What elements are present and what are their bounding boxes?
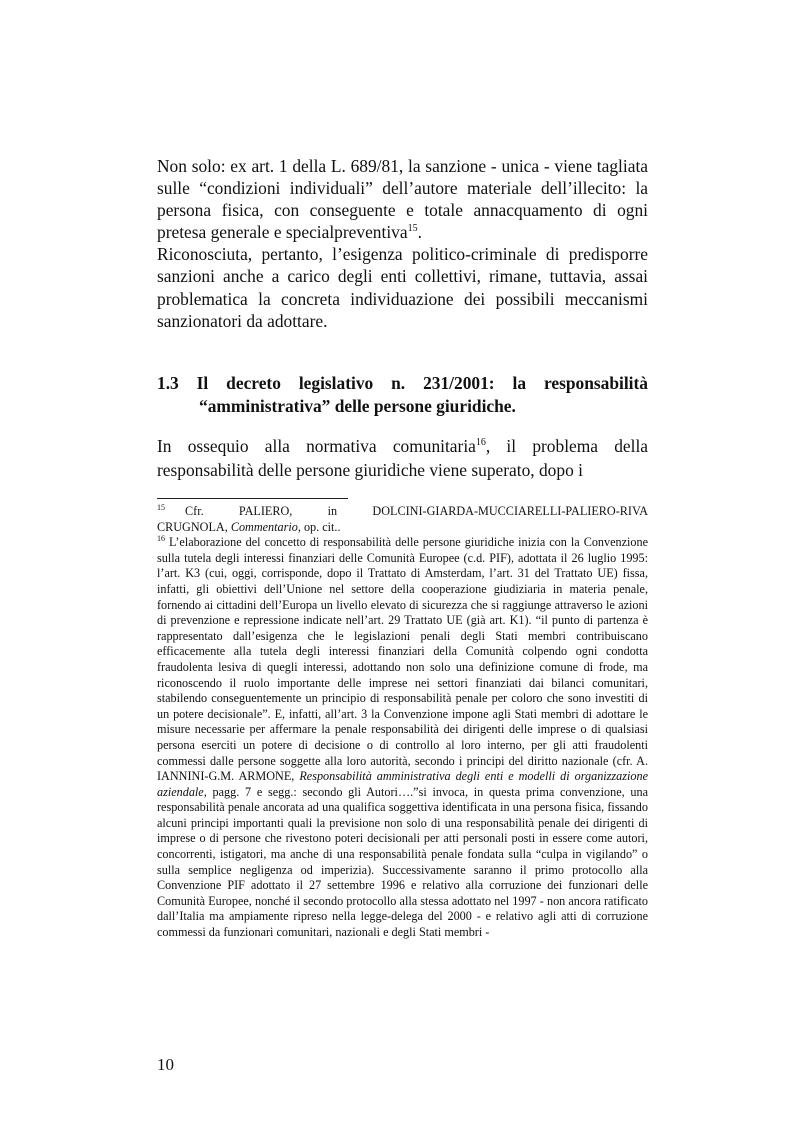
intro-paragraph: In ossequio alla normativa comunitaria$^{16}$, il problema della responsabilità delle persone giuridiche viene superato, dopo i (157, 436, 648, 480)
footnote-16: $^{16}$ L’elaborazione del concetto di responsabilità delle persone giuridiche inizia con la Convenzione sulla tutela degli interessi finanziari delle Comunità Europee (c.d. PIF), adottata il 26 luglio 1995: l’art. K3 (cui, oggi, corrisponde, dopo il Trattato di Amsterdam, l’art. 31 del Trattato UE) fissa, infatti, gli obiettivi dell’Unione nel settore della cooperazione giudiziaria in materia penale, fornendo ai cittadini dell’Europa un livello elevato di sicurezza che si raggiunge attraverso le azioni di prevenzione e repressione indicate nell’art. 29 Trattato UE (già art. K1). “il punto di partenza è rappresentato dall’esigenza che le legislazioni penali degli Stati membri contribuiscano efficacemente alla tutela degli interessi finanziari della Comunità colpendo ogni condotta fraudolenta lesiva di quegli interessi, adottando non solo una definizione comune di frode, ma riconoscendo il ruolo importante delle imprese nei settori finanziati dai bilanci comunitari, stabilendo conseguentemente un principio di responsabilità penale per coloro che sono investiti di un potere decisionale”. E, infatti, all’art. 3 la Convenzione impone agli Stati membri di adottare le misure necessarie per affermare la penale responsabilità dei dirigenti delle imprese o di qualsiasi persona eserciti un potere di decisione o di controllo al loro interno, per gli atti fraudolenti commessi dalle persone soggette alla loro autorità, secondo i principi del diritto nazionale (cfr. A. IANNINI-G.M. ARMONE, Responsabilità amministrativa degli enti e modelli di organizzazione aziendale, pagg. 7 e segg.: secondo gli Autori….”si invoca, in questa prima convenzione, una responsabilità penale ancorata ad una qualifica soggettiva identificata in una persona fisica, fissando alcuni principi importanti quali la previsione non solo di una responsabilità penale dei dirigenti di imprese o di persone che rivestono poteri decisionali per atti personali posti in essere come autori, concorrenti, istigatori, ma anche di una responsabilità penale fondata sulla “culpa in vigilando” o sulla semplice negligenza od imperizia). Successivamente saranno il primo protocollo alla Convenzione PIF adottato il 27 settembre 1996 e relativo alla corruzione dei funzionari delle Comunità Europee, nonché il secondo protocollo alla stessa adottato nel 1997 - non ancora ratificato dall’Italia ma ampiamente ripreso nella legge-delega del 2000 - e relativo agli atti di corruzione commessi da funzionari comunitari, nazionali e degli Stati membri - (157, 534, 648, 940)
footnote-ref-16[interactable]: 16 (475, 437, 486, 448)
page-number: 10 (157, 1055, 174, 1074)
footnote-separator (157, 498, 348, 499)
section-heading-line2: “amministrativa” delle persone giuridiche. (199, 396, 516, 416)
footnote-15: $^{15}$ Cfr. PALIERO, in DOLCINI-GIARDA-MUCCIARELLI-PALIERO-RIVA CRUGNOLA, Commentario, op. cit.. (157, 503, 648, 534)
footnote-ref-15[interactable]: 15 (407, 223, 418, 235)
section-heading (157, 372, 648, 418)
section-heading-line1: 1.3 Il decreto legislativo n. 231/2001: la responsabilità (157, 373, 648, 393)
paragraph-riconosciuta: Riconosciuta, pertanto, l’esigenza politico-criminale di predisporre sanzioni anche a carico degli enti collettivi, rimane, tuttavia, assai problematica la concreta individuazione dei possibili meccanismi sanzionatori da adottare. (157, 244, 648, 331)
footnote-number: 16 (157, 534, 165, 544)
body-text (157, 155, 648, 332)
footnotes (157, 504, 648, 941)
paragraph-sanzione: Non solo: ex art. 1 della L. 689/81, la sanzione - unica - viene tagliata sulle “condizioni individuali” dell’autore materiale dell’illecito: la persona fisica, con conseguente e totale annacquamento di ogni pretesa generale e specialpreventiva$^{15}$. (157, 156, 648, 243)
